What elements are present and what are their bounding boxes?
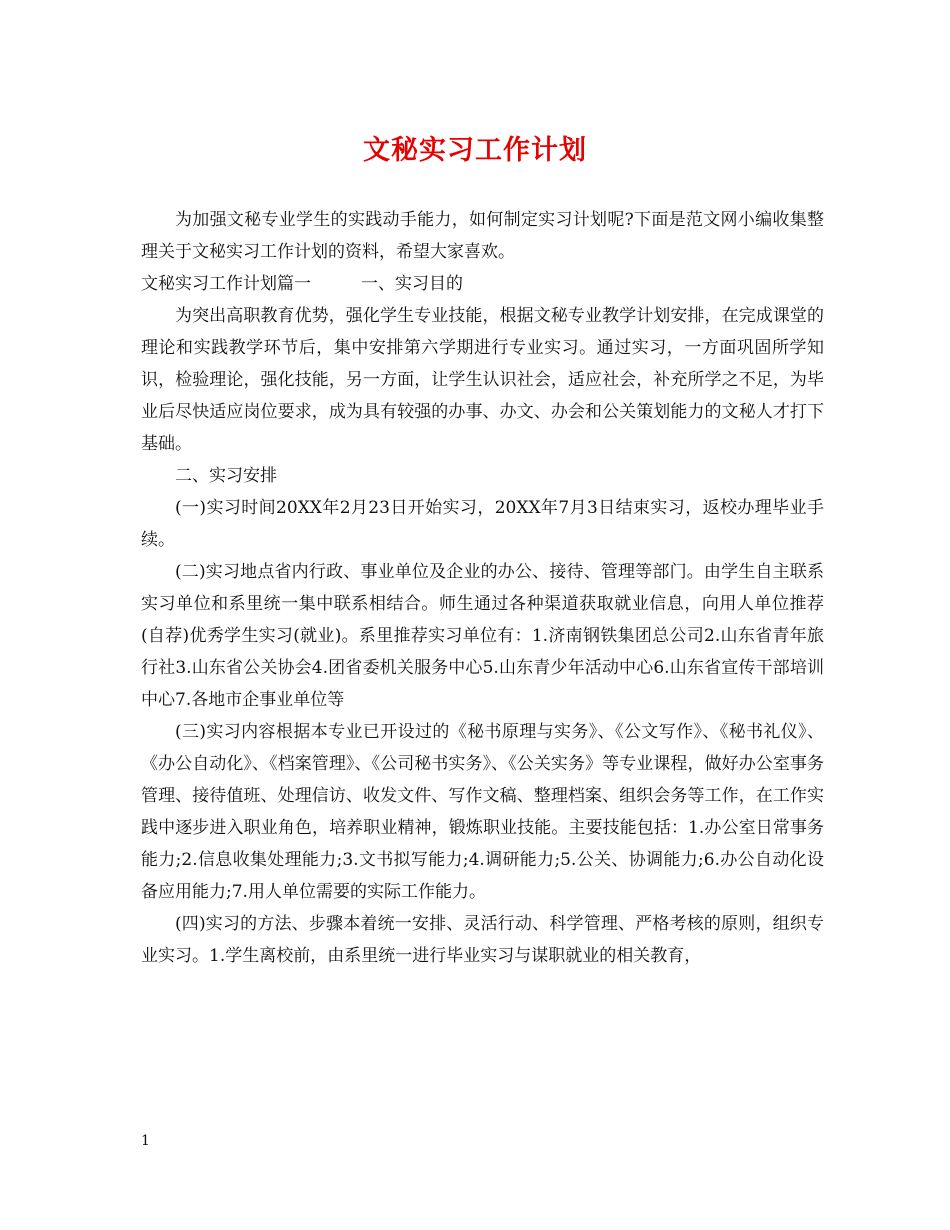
paragraph-arrange-method: (四)实习的方法、步骤本着统一安排、灵活行动、科学管理、严格考核的原则，组织专业实习。1.学生离校前，由系里统一进行毕业实习与谋职就业的相关教育， [141,914,824,966]
document-body [141,204,824,972]
paragraph-arrange-content: (三)实习内容根据本专业已开设过的《秘书原理与实务》、《公文写作》、《秘书礼仪》、《办公自动化》、《档案管理》、《公司秘书实务》、《公关实务》等专业课程，做好办公室事务管理、接待值班、处理信访、收发文件、写作文稿、整理档案、组织会务等工作，在工作实践中逐步进入职业角色，培养职业精神，锻炼职业技能。主要技能包括：1.办公室日常事务能力;2.信息收集处理能力;3.文书拟写能力;4.调研能力;5.公关、协调能力;6.办公自动化设备应用能力;7.用人单位需要的实际工作能力。 [141,722,824,902]
paragraph-purpose: 为突出高职教育优势，强化学生专业技能，根据文秘专业教学计划安排，在完成课堂的理论和实践教学环节后，集中安排第六学期进行专业实习。通过实习，一方面巩固所学知识，检验理论，强化技能，另一方面，让学生认识社会，适应社会，补充所学之不足，为毕业后尽快适应岗位要求，成为具有较强的办事、办文、办会和公关策划能力的文秘人才打下基础。 [141,306,824,454]
paragraph-intro: 为加强文秘专业学生的实践动手能力，如何制定实习计划呢?下面是范文网小编收集整理关于文秘实习工作计划的资料，希望大家喜欢。 [141,210,824,262]
heading-section-purpose: 一、实习目的 [361,274,463,294]
paragraph-heading-line [141,268,824,300]
heading-part-one: 文秘实习工作计划篇一 [141,274,311,294]
paragraph-arrange-time: (一)实习时间20XX年2月23日开始实习，20XX年7月3日结束实习，返校办理毕业手续。 [141,498,824,550]
heading-section-arrangement: 二、实习安排 [175,466,277,486]
document-title: 文秘实习工作计划 [363,135,587,166]
paragraph-arrange-place: (二)实习地点省内行政、事业单位及企业的办公、接待、管理等部门。由学生自主联系实习单位和系里统一集中联系相结合。师生通过各种渠道获取就业信息，向用人单位推荐(自荐)优秀学生实习(就业)。系里推荐实习单位有：1.济南钢铁集团总公司2.山东省青年旅行社3.山东省公关协会4.团省委机关服务中心5.山东青少年活动中心6.山东省宣传干部培训中心7.各地市企事业单位等 [141,562,824,710]
page-number: 1 [141,1133,150,1149]
